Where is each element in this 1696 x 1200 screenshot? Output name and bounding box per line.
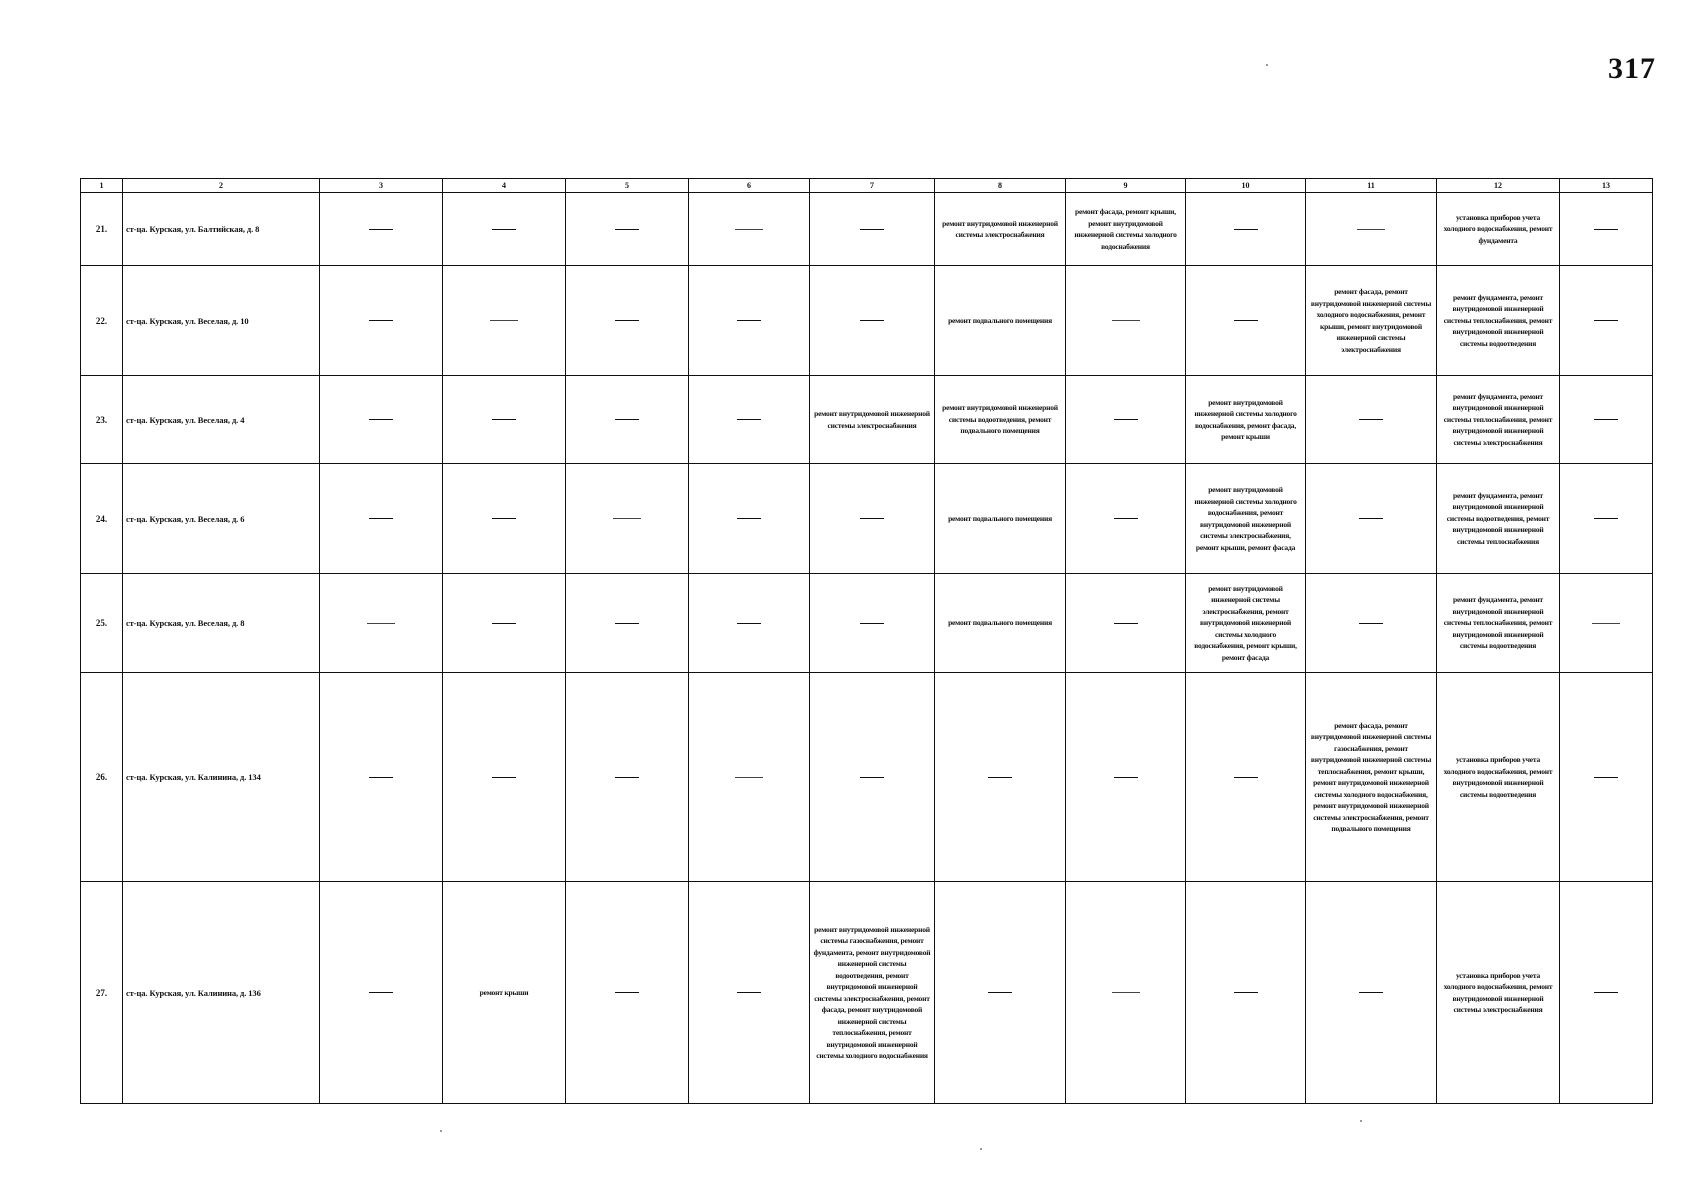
empty-cell	[566, 882, 689, 1104]
dash-mark	[369, 229, 393, 230]
dash-mark	[1357, 229, 1385, 230]
work-description-cell: установка приборов учета холодного водоснабжения, ремонт внутридомовой инженерной системы водоотведения	[1437, 673, 1560, 882]
address-cell: ст-ца. Курская, ул. Веселая, д. 10	[123, 266, 320, 376]
work-description-cell: ремонт внутридомовой инженерной системы водоотведения, ремонт подвального помещения	[935, 376, 1066, 464]
empty-cell	[443, 193, 566, 266]
empty-cell	[1066, 464, 1186, 574]
row-number: 25.	[81, 574, 123, 673]
work-description-cell: ремонт фундамента, ремонт внутридомовой инженерной системы водоотведения, ремонт внутридомовой инженерной системы теплоснабжения	[1437, 464, 1560, 574]
empty-cell	[1186, 882, 1306, 1104]
dash-mark	[615, 229, 639, 230]
dash-mark	[613, 518, 641, 519]
dash-mark	[369, 320, 393, 321]
dash-mark	[737, 320, 761, 321]
work-description-cell: ремонт внутридомовой инженерной системы холодного водоснабжения, ремонт фасада, ремонт крыши	[1186, 376, 1306, 464]
dash-mark	[1592, 623, 1620, 624]
work-description-cell: установка приборов учета холодного водоснабжения, ремонт фундамента	[1437, 193, 1560, 266]
empty-cell	[1186, 673, 1306, 882]
empty-cell	[810, 266, 935, 376]
address-cell: ст-ца. Курская, ул. Веселая, д. 4	[123, 376, 320, 464]
empty-cell	[810, 464, 935, 574]
dash-mark	[737, 992, 761, 993]
table-row	[81, 673, 1653, 882]
row-number: 22.	[81, 266, 123, 376]
dash-mark	[492, 229, 516, 230]
dash-mark	[369, 419, 393, 420]
table-row	[81, 193, 1653, 266]
empty-cell	[689, 464, 810, 574]
dash-mark	[1594, 518, 1618, 519]
dash-mark	[615, 320, 639, 321]
dash-mark	[367, 623, 395, 624]
dash-mark	[1112, 320, 1140, 321]
column-number: 2	[123, 179, 320, 193]
empty-cell	[1560, 673, 1653, 882]
address-cell: ст-ца. Курская, ул. Калинина, д. 136	[123, 882, 320, 1104]
empty-cell	[443, 376, 566, 464]
dash-mark	[1359, 992, 1383, 993]
dash-mark	[737, 419, 761, 420]
dash-mark	[735, 777, 763, 778]
dash-mark	[1234, 777, 1258, 778]
dash-mark	[492, 419, 516, 420]
empty-cell	[566, 673, 689, 882]
scan-speck	[440, 1130, 442, 1132]
dash-mark	[490, 320, 518, 321]
empty-cell	[443, 464, 566, 574]
dash-mark	[737, 623, 761, 624]
address-cell: ст-ца. Курская, ул. Веселая, д. 6	[123, 464, 320, 574]
table-row	[81, 376, 1653, 464]
dash-mark	[492, 518, 516, 519]
row-number: 24.	[81, 464, 123, 574]
empty-cell	[810, 673, 935, 882]
page-number: 317	[1608, 52, 1656, 85]
dash-mark	[1594, 777, 1618, 778]
empty-cell	[320, 266, 443, 376]
empty-cell	[689, 882, 810, 1104]
row-number: 23.	[81, 376, 123, 464]
work-description-cell: ремонт внутридомовой инженерной системы газоснабжения, ремонт фундамента, ремонт внутридомовой инженерной системы водоотведения, ремонт внутридомовой инженерной системы электроснабжения, ремонт фасада, ремонт внутридомовой инженерной системы теплоснабжения, ремонт внутридомовой инженерной системы холодного водоснабжения	[810, 882, 935, 1104]
empty-cell	[810, 574, 935, 673]
empty-cell	[689, 193, 810, 266]
dash-mark	[1594, 320, 1618, 321]
column-number: 11	[1306, 179, 1437, 193]
empty-cell	[566, 376, 689, 464]
row-number: 27.	[81, 882, 123, 1104]
row-number: 21.	[81, 193, 123, 266]
work-description-cell: ремонт подвального помещения	[935, 266, 1066, 376]
dash-mark	[1234, 320, 1258, 321]
column-number: 12	[1437, 179, 1560, 193]
column-number: 3	[320, 179, 443, 193]
dash-mark	[1234, 992, 1258, 993]
empty-cell	[935, 673, 1066, 882]
work-description-cell: ремонт внутридомовой инженерной системы холодного водоснабжения, ремонт внутридомовой инженерной системы электроснабжения, ремонт крыши, ремонт фасада	[1186, 464, 1306, 574]
column-number: 1	[81, 179, 123, 193]
dash-mark	[1594, 419, 1618, 420]
empty-cell	[1560, 574, 1653, 673]
dash-mark	[615, 992, 639, 993]
work-description-cell: ремонт подвального помещения	[935, 464, 1066, 574]
empty-cell	[320, 574, 443, 673]
empty-cell	[566, 574, 689, 673]
dash-mark	[492, 777, 516, 778]
dash-mark	[1359, 518, 1383, 519]
empty-cell	[689, 574, 810, 673]
dash-mark	[1594, 229, 1618, 230]
dash-mark	[1114, 777, 1138, 778]
empty-cell	[1186, 266, 1306, 376]
column-number: 10	[1186, 179, 1306, 193]
empty-cell	[1306, 193, 1437, 266]
empty-cell	[443, 266, 566, 376]
empty-cell	[566, 464, 689, 574]
work-description-cell: ремонт подвального помещения	[935, 574, 1066, 673]
empty-cell	[689, 266, 810, 376]
empty-cell	[443, 673, 566, 882]
dash-mark	[988, 992, 1012, 993]
dash-mark	[860, 518, 884, 519]
dash-mark	[860, 777, 884, 778]
empty-cell	[1066, 574, 1186, 673]
empty-cell	[1066, 882, 1186, 1104]
empty-cell	[1560, 376, 1653, 464]
scan-speck	[1360, 1120, 1362, 1122]
column-number: 6	[689, 179, 810, 193]
row-number: 26.	[81, 673, 123, 882]
dash-mark	[737, 518, 761, 519]
column-number: 5	[566, 179, 689, 193]
dash-mark	[1114, 419, 1138, 420]
empty-cell	[1306, 882, 1437, 1104]
column-number: 13	[1560, 179, 1653, 193]
empty-cell	[1306, 464, 1437, 574]
dash-mark	[369, 992, 393, 993]
empty-cell	[1560, 464, 1653, 574]
empty-cell	[1066, 673, 1186, 882]
table-row	[81, 464, 1653, 574]
dash-mark	[988, 777, 1012, 778]
work-description-cell: ремонт фундамента, ремонт внутридомовой инженерной системы теплоснабжения, ремонт внутридомовой инженерной системы электроснабжения	[1437, 376, 1560, 464]
work-description-cell: ремонт крыши	[443, 882, 566, 1104]
work-description-cell: ремонт фасада, ремонт внутридомовой инженерной системы газоснабжения, ремонт внутридомовой инженерной системы теплоснабжения, ремонт крыши, ремонт внутридомовой инженерной системы холодного водоснабжения, ремонт внутридомовой инженерной системы электроснабжения, ремонт подвального помещения	[1306, 673, 1437, 882]
table-row	[81, 882, 1653, 1104]
repair-schedule-table	[80, 178, 1653, 1104]
scan-speck	[980, 1148, 982, 1150]
empty-cell	[1066, 376, 1186, 464]
empty-cell	[935, 882, 1066, 1104]
dash-mark	[860, 320, 884, 321]
dash-mark	[1234, 229, 1258, 230]
column-number: 7	[810, 179, 935, 193]
dash-mark	[615, 623, 639, 624]
column-number: 9	[1066, 179, 1186, 193]
empty-cell	[443, 574, 566, 673]
dash-mark	[369, 518, 393, 519]
column-number: 4	[443, 179, 566, 193]
table-row	[81, 574, 1653, 673]
column-number: 8	[935, 179, 1066, 193]
dash-mark	[1359, 623, 1383, 624]
empty-cell	[320, 193, 443, 266]
empty-cell	[689, 673, 810, 882]
empty-cell	[1066, 266, 1186, 376]
empty-cell	[320, 673, 443, 882]
empty-cell	[1186, 193, 1306, 266]
empty-cell	[810, 193, 935, 266]
empty-cell	[566, 193, 689, 266]
empty-cell	[1306, 574, 1437, 673]
dash-mark	[492, 623, 516, 624]
dash-mark	[860, 623, 884, 624]
scan-speck	[1266, 64, 1268, 66]
work-description-cell: ремонт внутридомовой инженерной системы электроснабжения	[810, 376, 935, 464]
empty-cell	[320, 882, 443, 1104]
table-row	[81, 266, 1653, 376]
empty-cell	[1560, 882, 1653, 1104]
work-description-cell: ремонт фасада, ремонт внутридомовой инженерной системы холодного водоснабжения, ремонт крыши, ремонт внутридомовой инженерной системы электроснабжения	[1306, 266, 1437, 376]
dash-mark	[1112, 992, 1140, 993]
empty-cell	[320, 464, 443, 574]
work-description-cell: ремонт фундамента, ремонт внутридомовой инженерной системы теплоснабжения, ремонт внутридомовой инженерной системы водоотведения	[1437, 266, 1560, 376]
address-cell: ст-ца. Курская, ул. Балтийская, д. 8	[123, 193, 320, 266]
dash-mark	[615, 419, 639, 420]
work-description-cell: ремонт внутридомовой инженерной системы электроснабжения, ремонт внутридомовой инженерной системы холодного водоснабжения, ремонт крыши, ремонт фасада	[1186, 574, 1306, 673]
dash-mark	[1114, 623, 1138, 624]
work-description-cell: ремонт фасада, ремонт крыши, ремонт внутридомовой инженерной системы холодного водоснабжения	[1066, 193, 1186, 266]
dash-mark	[369, 777, 393, 778]
dash-mark	[860, 229, 884, 230]
dash-mark	[1594, 992, 1618, 993]
dash-mark	[1114, 518, 1138, 519]
column-number-row	[81, 179, 1653, 193]
empty-cell	[1306, 376, 1437, 464]
empty-cell	[1560, 266, 1653, 376]
address-cell: ст-ца. Курская, ул. Калинина, д. 134	[123, 673, 320, 882]
work-description-cell: ремонт фундамента, ремонт внутридомовой инженерной системы теплоснабжения, ремонт внутридомовой инженерной системы водоотведения	[1437, 574, 1560, 673]
empty-cell	[689, 376, 810, 464]
dash-mark	[1359, 419, 1383, 420]
dash-mark	[615, 777, 639, 778]
empty-cell	[320, 376, 443, 464]
dash-mark	[735, 229, 763, 230]
table-body	[81, 193, 1653, 1104]
empty-cell	[566, 266, 689, 376]
work-description-cell: ремонт внутридомовой инженерной системы электроснабжения	[935, 193, 1066, 266]
address-cell: ст-ца. Курская, ул. Веселая, д. 8	[123, 574, 320, 673]
empty-cell	[1560, 193, 1653, 266]
work-description-cell: установка приборов учета холодного водоснабжения, ремонт внутридомовой инженерной системы электроснабжения	[1437, 882, 1560, 1104]
